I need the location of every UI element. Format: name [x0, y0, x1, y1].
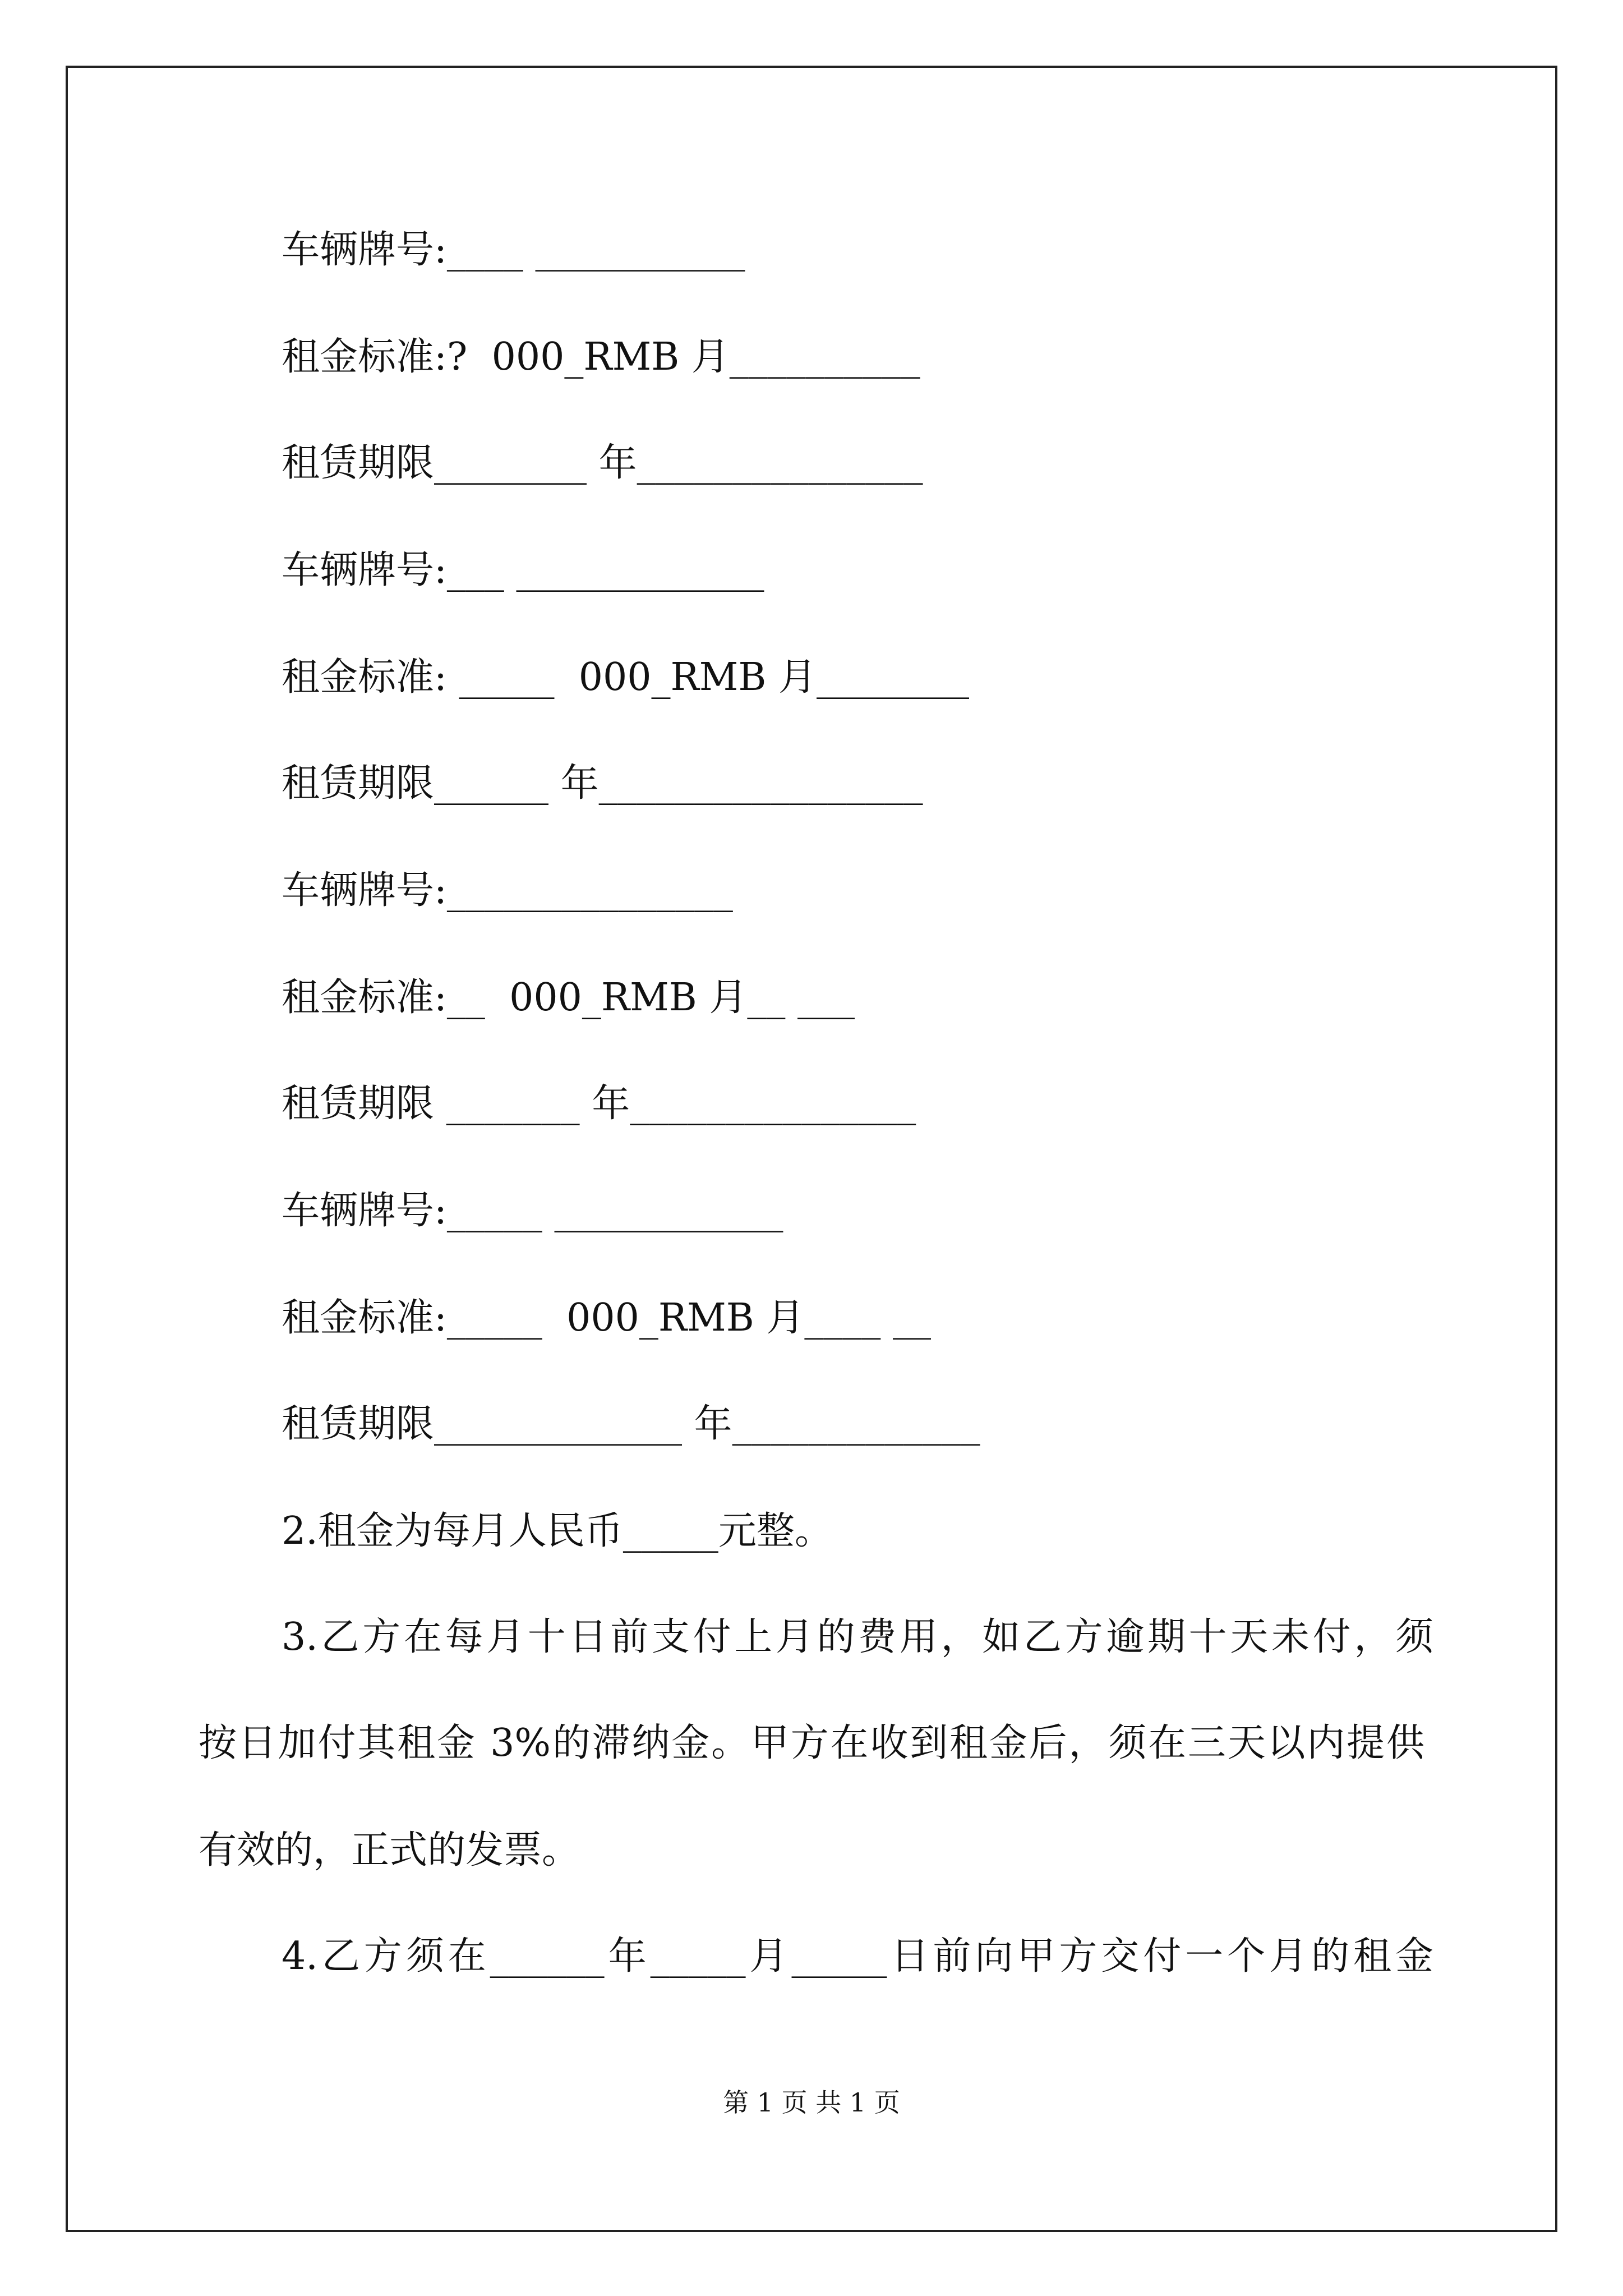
rent-standard-line-4: 租金标准:_____ 000_RMB 月____ __ [282, 1296, 931, 1340]
rent-standard-line-2: 租金标准: _____ 000_RMB 月________ [282, 655, 969, 700]
lease-term-line-4: 租赁期限_____________ 年_____________ [282, 1402, 980, 1446]
rent-standard-line-3: 租金标准:__ 000_RMB 月__ ___ [282, 976, 855, 1020]
clause-3-line-2: 按日加付其租金 3%的滞纳金。甲方在收到租金后，须在三天以内提供 [199, 1721, 1424, 1765]
plate-number-line-4: 车辆牌号:_____ ____________ [282, 1189, 783, 1233]
clause-3-line-1: 3.乙方在每月十日前支付上月的费用，如乙方逾期十天未付，须 [282, 1615, 1433, 1659]
clause-4: 4.乙方须在______年_____月_____日前向甲方交付一个月的租金 [282, 1934, 1433, 1978]
plate-number-line-3: 车辆牌号:_______________ [282, 868, 733, 913]
lease-term-line-3: 租赁期限 _______ 年_______________ [282, 1082, 916, 1126]
page-footer: 第 1 页 共 1 页 [723, 2087, 900, 2118]
plate-number-line-2: 车辆牌号:___ _____________ [282, 548, 764, 592]
lease-term-line-2: 租赁期限______ 年_________________ [282, 761, 923, 806]
clause-2: 2.租金为每月人民币_____元整。 [282, 1509, 833, 1553]
rent-standard-line-1: 租金标准:? 000_RMB 月__________ [282, 335, 920, 379]
lease-term-line-1: 租赁期限________ 年_______________ [282, 441, 923, 485]
page-border [66, 66, 1557, 2232]
plate-number-line-1: 车辆牌号:____ ___________ [282, 228, 745, 272]
clause-3-line-3: 有效的，正式的发票。 [199, 1828, 580, 1872]
